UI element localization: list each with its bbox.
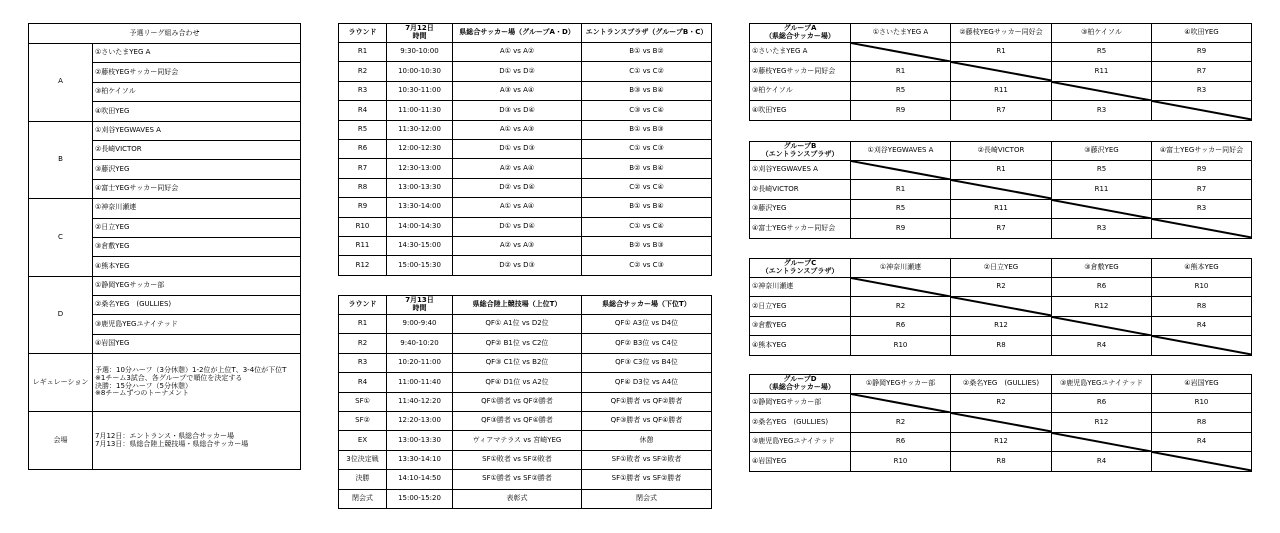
group-team: ①さいたまYEG A <box>93 44 301 63</box>
grid-diagonal-cell <box>1152 219 1252 238</box>
grid-cell: R3 <box>1152 199 1252 218</box>
grid-diagonal-cell <box>1152 336 1252 355</box>
schedule-header: 7月13日 時間 <box>387 296 453 315</box>
group-label: D <box>29 276 93 354</box>
schedule-cell: R4 <box>339 373 387 392</box>
schedule-cell: B② vs B③ <box>582 236 712 255</box>
grid-row-team: ③藤沢YEG <box>750 199 851 218</box>
grid-diagonal-cell <box>951 297 1052 316</box>
day2-schedule-table <box>338 295 712 509</box>
schedule-cell: 表彰式 <box>453 489 582 508</box>
schedule-header: 県総合サッカー場（グループA・D） <box>453 24 582 43</box>
schedule-cell: 11:00-11:30 <box>387 101 453 120</box>
group-team: ③柏ケイソル <box>93 82 301 101</box>
grid-diagonal-cell <box>851 394 951 413</box>
grid-diagonal-cell <box>1152 101 1252 120</box>
draw-title: 予選リーグ組み合わせ <box>29 24 301 44</box>
grid-diagonal-cell <box>1052 199 1152 218</box>
schedule-cell: A③ vs A④ <box>453 81 582 100</box>
schedule-cell: 閉会式 <box>582 489 712 508</box>
schedule-cell: R7 <box>339 159 387 178</box>
schedule-cell: 11:40-12:20 <box>387 392 453 411</box>
diagonal-slash <box>1052 317 1151 335</box>
schedule-header: 県総合陸上競技場（上位T） <box>453 296 582 315</box>
schedule-cell: QF③ C3位 vs B4位 <box>582 353 712 372</box>
grid-cell: R8 <box>951 336 1052 355</box>
schedule-cell: QF③ C1位 vs B2位 <box>453 353 582 372</box>
schedule-cell: C① vs C② <box>582 62 712 81</box>
group-team: ②日立YEG <box>93 218 301 237</box>
grid-cell: R7 <box>1152 180 1252 199</box>
grid-row-team: ③倉敷YEG <box>750 316 851 335</box>
schedule-cell: R10 <box>339 217 387 236</box>
grid-cell: R5 <box>1052 43 1152 62</box>
grid-diagonal-cell <box>951 62 1052 81</box>
schedule-cell: SF①敗者 vs SF②敗者 <box>582 450 712 469</box>
grid-col-team: ④吹田YEG <box>1152 24 1252 43</box>
schedule-cell: R11 <box>339 236 387 255</box>
grid-cell: R10 <box>1152 394 1252 413</box>
schedule-cell: D① vs D④ <box>453 217 582 236</box>
schedule-cell: B② vs B④ <box>582 159 712 178</box>
grid-cell: R6 <box>1052 278 1152 297</box>
grid-col-team: ④富士YEGサッカー同好会 <box>1152 142 1252 161</box>
grid-row-team: ②長崎VICTOR <box>750 180 851 199</box>
grid-cell: R5 <box>1052 161 1152 180</box>
schedule-cell: 15:00-15:20 <box>387 489 453 508</box>
schedule-cell: QF①勝者 vs QF②勝者 <box>453 392 582 411</box>
grid-cell: R10 <box>1152 278 1252 297</box>
group-grid <box>749 258 1252 356</box>
schedule-cell: R4 <box>339 101 387 120</box>
grid-cell: R3 <box>1052 219 1152 238</box>
schedule-cell: R2 <box>339 334 387 353</box>
schedule-header: 7月12日 時間 <box>387 24 453 43</box>
grid-col-team: ②藤枝YEGサッカー同好会 <box>951 24 1052 43</box>
grid-cell: R8 <box>1152 297 1252 316</box>
grid-cell: R4 <box>1052 336 1152 355</box>
grid-row-team: ②藤枝YEGサッカー同好会 <box>750 62 851 81</box>
schedule-cell: 9:40-10:20 <box>387 334 453 353</box>
schedule-cell: C① vs C④ <box>582 217 712 236</box>
grid-cell: R9 <box>1152 161 1252 180</box>
schedule-cell: QF③勝者 vs QF④勝者 <box>582 411 712 430</box>
diagonal-slash <box>951 297 1051 315</box>
schedule-cell: 休憩 <box>582 431 712 450</box>
schedule-cell: C② vs C④ <box>582 178 712 197</box>
regulation-label: レギュレーション <box>29 354 93 412</box>
grid-cell: R1 <box>951 161 1052 180</box>
schedule-cell: EX <box>339 431 387 450</box>
grid-cell: R12 <box>1052 297 1152 316</box>
schedule-cell: SF①勝者 vs SF②勝者 <box>453 470 582 489</box>
grid-col-team: ③倉敷YEG <box>1052 259 1152 278</box>
schedule-cell: QF② B3位 vs C4位 <box>582 334 712 353</box>
diagonal-slash <box>1152 101 1251 119</box>
grid-cell: R12 <box>1052 413 1152 432</box>
grid-cell: R4 <box>1152 432 1252 451</box>
grid-cell: R1 <box>851 62 951 81</box>
diagonal-slash <box>1052 200 1151 218</box>
schedule-cell: ヴィアマテラス vs 宮崎YEG <box>453 431 582 450</box>
schedule-cell: R6 <box>339 139 387 158</box>
schedule-cell: 13:00-13:30 <box>387 178 453 197</box>
group-team: ②桑名YEG (GULLIES) <box>93 296 301 315</box>
venue-label: 会場 <box>29 412 93 470</box>
grid-cell: R6 <box>851 316 951 335</box>
diagonal-slash <box>1152 219 1251 237</box>
diagonal-slash <box>951 180 1051 198</box>
day1-schedule-table <box>338 23 712 276</box>
grid-cell: R4 <box>1052 452 1152 471</box>
grid-cell: R1 <box>851 180 951 199</box>
group-team: ③藤沢YEG <box>93 160 301 179</box>
grid-col-team: ②日立YEG <box>951 259 1052 278</box>
grid-diagonal-cell <box>851 43 951 62</box>
group-team: ④富士YEGサッカー同好会 <box>93 179 301 198</box>
grid-diagonal-cell <box>1052 432 1152 451</box>
grid-col-team: ③鹿児島YEGユナイテッド <box>1052 375 1152 394</box>
grid-row-team: ④富士YEGサッカー同好会 <box>750 219 851 238</box>
schedule-cell: SF① <box>339 392 387 411</box>
schedule-cell: 13:30-14:00 <box>387 198 453 217</box>
schedule-cell: SF② <box>339 411 387 430</box>
grid-cell: R5 <box>851 199 951 218</box>
schedule-cell: A② vs A④ <box>453 159 582 178</box>
group-team: ③鹿児島YEGユナイテッド <box>93 315 301 334</box>
grid-corner: グループC （エントランスプラザ） <box>750 259 851 278</box>
schedule-cell: R1 <box>339 315 387 334</box>
schedule-header: エントランスプラザ（グループB・C） <box>582 24 712 43</box>
grid-col-team: ③藤沢YEG <box>1052 142 1152 161</box>
schedule-cell: C③ vs C④ <box>582 101 712 120</box>
grid-diagonal-cell <box>951 413 1052 432</box>
schedule-cell: D② vs D④ <box>453 178 582 197</box>
schedule-cell: SF①敗者 vs SF②敗者 <box>453 450 582 469</box>
grid-col-team: ②桑名YEG (GULLIES) <box>951 375 1052 394</box>
schedule-cell: D② vs D③ <box>453 256 582 275</box>
schedule-cell: QF① A1位 vs D2位 <box>453 315 582 334</box>
group-grid <box>749 374 1252 472</box>
group-team: ①刈谷YEGWAVES A <box>93 121 301 140</box>
grid-cell: R8 <box>1152 413 1252 432</box>
grid-cell: R12 <box>951 432 1052 451</box>
grid-col-team: ①刈谷YEGWAVES A <box>851 142 951 161</box>
grid-cell: R9 <box>851 101 951 120</box>
grid-diagonal-cell <box>851 278 951 297</box>
schedule-cell: 12:20-13:00 <box>387 411 453 430</box>
grid-col-team: ①さいたまYEG A <box>851 24 951 43</box>
grid-row-team: ①刈谷YEGWAVES A <box>750 161 851 180</box>
group-team: ①神奈川瀬連 <box>93 199 301 218</box>
grid-cell: R2 <box>951 394 1052 413</box>
grid-corner: グループD （県総合サッカー場） <box>750 375 851 394</box>
schedule-cell: QF① A3位 vs D4位 <box>582 315 712 334</box>
schedule-header: 県総合サッカー場（下位T） <box>582 296 712 315</box>
schedule-cell: 10:20-11:00 <box>387 353 453 372</box>
schedule-cell: 閉会式 <box>339 489 387 508</box>
schedule-cell: QF③勝者 vs QF④勝者 <box>453 411 582 430</box>
schedule-cell: 決勝 <box>339 470 387 489</box>
diagonal-slash <box>851 394 950 412</box>
grid-diagonal-cell <box>951 180 1052 199</box>
grid-diagonal-cell <box>1152 452 1252 471</box>
grid-cell: R11 <box>1052 180 1152 199</box>
grid-cell: R9 <box>851 219 951 238</box>
schedule-cell: R3 <box>339 353 387 372</box>
schedule-cell: R1 <box>339 43 387 62</box>
schedule-cell: B① vs B③ <box>582 120 712 139</box>
schedule-cell: C② vs C③ <box>582 256 712 275</box>
grid-cell: R6 <box>1052 394 1152 413</box>
group-team: ④岩国YEG <box>93 334 301 353</box>
grid-row-team: ①さいたまYEG A <box>750 43 851 62</box>
grid-row-team: ③柏ケイソル <box>750 81 851 100</box>
venue-text: 7月12日：エントランス・県総合サッカー場 7月13日：県総合陸上競技場・県総合サッカー場 <box>93 412 301 470</box>
grid-col-team: ③柏ケイソル <box>1052 24 1152 43</box>
grid-row-team: ④岩国YEG <box>750 452 851 471</box>
schedule-cell: R12 <box>339 256 387 275</box>
grid-cell: R7 <box>1152 62 1252 81</box>
schedule-cell: A① vs A② <box>453 43 582 62</box>
grid-col-team: ④熊本YEG <box>1152 259 1252 278</box>
grid-cell: R10 <box>851 452 951 471</box>
grid-row-team: ③鹿児島YEGユナイテッド <box>750 432 851 451</box>
grid-cell: R9 <box>1152 43 1252 62</box>
schedule-cell: R3 <box>339 81 387 100</box>
schedule-cell: C① vs C③ <box>582 139 712 158</box>
schedule-cell: B① vs B② <box>582 43 712 62</box>
schedule-cell: B③ vs B④ <box>582 81 712 100</box>
grid-cell: R3 <box>1052 101 1152 120</box>
group-label: B <box>29 121 93 199</box>
group-label: A <box>29 44 93 122</box>
grid-cell: R11 <box>1052 62 1152 81</box>
grid-row-team: ④熊本YEG <box>750 336 851 355</box>
schedule-cell: 9:00-9:40 <box>387 315 453 334</box>
schedule-cell: 12:00-12:30 <box>387 139 453 158</box>
grid-diagonal-cell <box>1052 316 1152 335</box>
group-team: ②長崎VICTOR <box>93 140 301 159</box>
schedule-cell: 14:30-15:00 <box>387 236 453 255</box>
grid-corner: グループB （エントランスプラザ） <box>750 142 851 161</box>
group-team: ④熊本YEG <box>93 257 301 276</box>
grid-diagonal-cell <box>1052 81 1152 100</box>
schedule-header: ラウンド <box>339 296 387 315</box>
schedule-cell: 10:00-10:30 <box>387 62 453 81</box>
grid-cell: R1 <box>951 43 1052 62</box>
grid-corner: グループA （県総合サッカー場） <box>750 24 851 43</box>
schedule-cell: 12:30-13:00 <box>387 159 453 178</box>
grid-cell: R6 <box>851 432 951 451</box>
grid-cell: R11 <box>951 81 1052 100</box>
schedule-cell: B① vs B④ <box>582 198 712 217</box>
schedule-cell: A① vs A④ <box>453 198 582 217</box>
schedule-cell: 11:30-12:00 <box>387 120 453 139</box>
schedule-header: ラウンド <box>339 24 387 43</box>
schedule-cell: 14:00-14:30 <box>387 217 453 236</box>
schedule-cell: R9 <box>339 198 387 217</box>
grid-cell: R3 <box>1152 81 1252 100</box>
schedule-cell: D③ vs D④ <box>453 101 582 120</box>
schedule-cell: R5 <box>339 120 387 139</box>
schedule-cell: A② vs A③ <box>453 236 582 255</box>
grid-cell: R2 <box>851 297 951 316</box>
schedule-cell: SF①勝者 vs SF②勝者 <box>582 470 712 489</box>
group-team: ②藤枝YEGサッカー同好会 <box>93 63 301 82</box>
grid-cell: R7 <box>951 219 1052 238</box>
schedule-cell: 3位決定戦 <box>339 450 387 469</box>
group-grid <box>749 141 1252 239</box>
grid-col-team: ①神奈川瀬連 <box>851 259 951 278</box>
grid-cell: R7 <box>951 101 1052 120</box>
schedule-cell: 11:00-11:40 <box>387 373 453 392</box>
group-draw-table <box>28 23 301 470</box>
grid-col-team: ②長崎VICTOR <box>951 142 1052 161</box>
grid-diagonal-cell <box>851 161 951 180</box>
schedule-cell: 14:10-14:50 <box>387 470 453 489</box>
grid-row-team: ①神奈川瀬連 <box>750 278 851 297</box>
grid-cell: R10 <box>851 336 951 355</box>
schedule-cell: QF④ D1位 vs A2位 <box>453 373 582 392</box>
schedule-cell: D① vs D③ <box>453 139 582 158</box>
grid-row-team: ④吹田YEG <box>750 101 851 120</box>
diagonal-slash <box>951 62 1051 80</box>
grid-cell: R2 <box>951 278 1052 297</box>
diagonal-slash <box>851 161 950 179</box>
grid-row-team: ②日立YEG <box>750 297 851 316</box>
schedule-cell: D① vs D② <box>453 62 582 81</box>
diagonal-slash <box>851 43 950 61</box>
diagonal-slash <box>1152 452 1251 470</box>
schedule-cell: 13:30-14:10 <box>387 450 453 469</box>
group-label: C <box>29 199 93 277</box>
regulation-text: 予選：10分ハーフ（3分休憩）1-2位が上位T、3-4位が下位T ※1チーム3試合、各グループで順位を決定する 決勝：15分ハーフ（5分休憩） ※8チームずつのトーナメント <box>93 354 301 412</box>
schedule-cell: 9:30-10:00 <box>387 43 453 62</box>
group-team: ①静岡YEGサッカー部 <box>93 276 301 295</box>
schedule-cell: QF①勝者 vs QF②勝者 <box>582 392 712 411</box>
grid-cell: R11 <box>951 199 1052 218</box>
grid-row-team: ②桑名YEG (GULLIES) <box>750 413 851 432</box>
schedule-cell: QF② B1位 vs C2位 <box>453 334 582 353</box>
schedule-cell: R2 <box>339 62 387 81</box>
diagonal-slash <box>1052 82 1151 100</box>
diagonal-slash <box>1052 433 1151 451</box>
schedule-cell: R8 <box>339 178 387 197</box>
schedule-cell: A① vs A③ <box>453 120 582 139</box>
schedule-cell: 15:00-15:30 <box>387 256 453 275</box>
grid-col-team: ④岩国YEG <box>1152 375 1252 394</box>
diagonal-slash <box>1152 336 1251 354</box>
diagonal-slash <box>951 413 1051 431</box>
grid-cell: R8 <box>951 452 1052 471</box>
diagonal-slash <box>851 278 950 296</box>
grid-cell: R12 <box>951 316 1052 335</box>
grid-col-team: ①静岡YEGサッカー部 <box>851 375 951 394</box>
grid-cell: R5 <box>851 81 951 100</box>
grid-cell: R4 <box>1152 316 1252 335</box>
grid-cell: R2 <box>851 413 951 432</box>
group-grid <box>749 23 1252 121</box>
schedule-cell: QF④ D3位 vs A4位 <box>582 373 712 392</box>
schedule-cell: 10:30-11:00 <box>387 81 453 100</box>
schedule-cell: 13:00-13:30 <box>387 431 453 450</box>
group-team: ③倉敷YEG <box>93 237 301 256</box>
group-team: ④吹田YEG <box>93 102 301 121</box>
grid-row-team: ①静岡YEGサッカー部 <box>750 394 851 413</box>
